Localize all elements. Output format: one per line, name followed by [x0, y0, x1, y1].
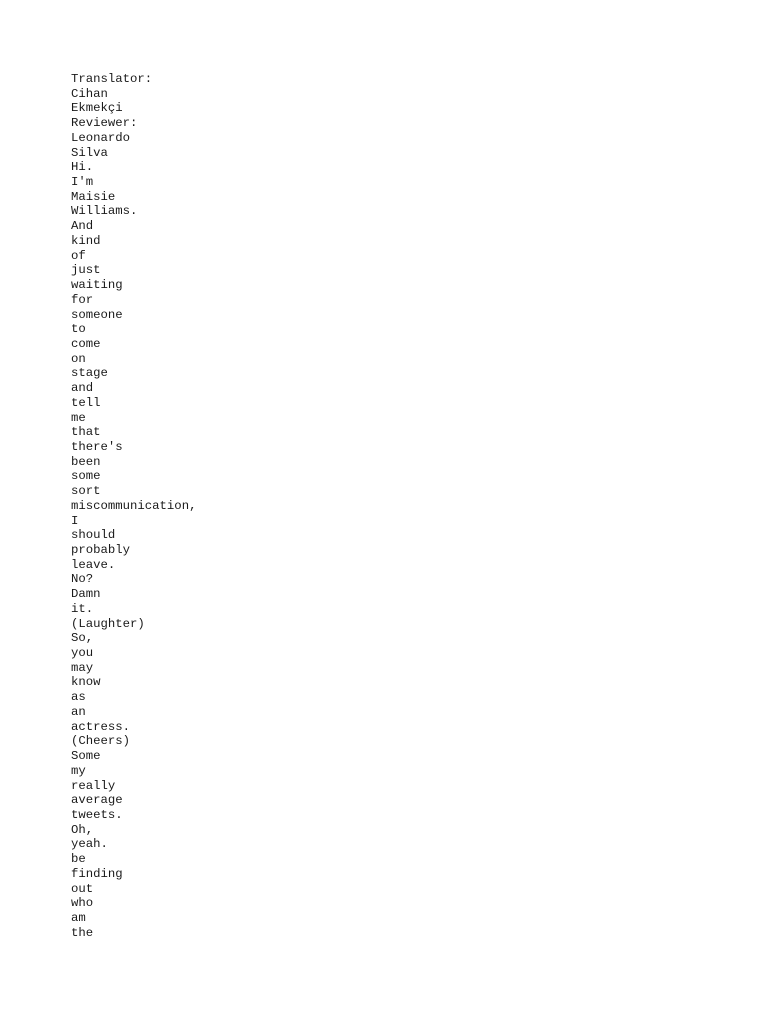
text-line: for — [71, 292, 94, 307]
text-line: who — [71, 896, 94, 911]
text-line: miscommunication, — [71, 498, 197, 513]
text-line: average — [71, 793, 123, 808]
text-line: Silva — [71, 145, 108, 160]
text-line: I — [71, 513, 79, 528]
text-line: know — [71, 675, 101, 690]
text-line: been — [71, 454, 101, 469]
text-line: (Laughter) — [71, 616, 145, 631]
text-line: Reviewer: — [71, 116, 138, 131]
text-line: finding — [71, 866, 123, 881]
text-line: there's — [71, 439, 123, 454]
text-line: Ekmekçi — [71, 101, 123, 116]
text-line: someone — [71, 307, 123, 322]
text-line: be — [71, 852, 86, 867]
text-line: stage — [71, 366, 108, 381]
text-line: Damn — [71, 587, 101, 602]
text-line: probably — [71, 543, 131, 557]
text-line: it. — [71, 601, 94, 616]
text-line: to — [71, 322, 86, 337]
text-line: I'm — [71, 175, 94, 190]
text-line: my — [71, 763, 86, 778]
text-line: am — [71, 910, 86, 925]
text-line: should — [71, 528, 116, 543]
text-line: Cihan — [71, 86, 108, 101]
text-line: may — [71, 660, 94, 675]
text-line: leave. — [71, 557, 116, 572]
text-line: tweets. — [71, 807, 123, 822]
text-line: Maisie — [71, 189, 116, 204]
text-line: me — [71, 410, 86, 425]
text-line: really — [71, 778, 116, 793]
text-line: come — [71, 336, 101, 351]
text-line: as — [71, 690, 86, 705]
text-line: No? — [71, 572, 94, 587]
text-line: (Cheers) — [71, 734, 131, 749]
text-line: Oh, — [71, 822, 94, 837]
text-line: yeah. — [71, 837, 108, 852]
text-line: So, — [71, 631, 94, 646]
text-line: just — [71, 263, 101, 278]
text-line: sort — [71, 484, 101, 499]
text-line: of — [71, 248, 86, 263]
text-line: an — [71, 704, 86, 719]
transcript-text — [71, 72, 196, 940]
text-line: on — [71, 351, 86, 366]
text-line: the — [71, 925, 94, 940]
text-line: that — [71, 425, 101, 440]
text-line: out — [71, 881, 94, 896]
text-line: and — [71, 381, 94, 396]
text-line: actress. — [71, 719, 131, 734]
text-line: Some — [71, 749, 101, 764]
text-line: Hi. — [71, 160, 94, 175]
text-line: tell — [71, 395, 101, 410]
text-line: kind — [71, 233, 101, 248]
text-line: Williams. — [71, 204, 138, 219]
text-line: Translator: — [71, 72, 153, 86]
text-line: you — [71, 646, 94, 661]
text-line: And — [71, 219, 94, 234]
text-line: Leonardo — [71, 130, 131, 145]
text-line: waiting — [71, 278, 123, 293]
text-line: some — [71, 469, 101, 484]
